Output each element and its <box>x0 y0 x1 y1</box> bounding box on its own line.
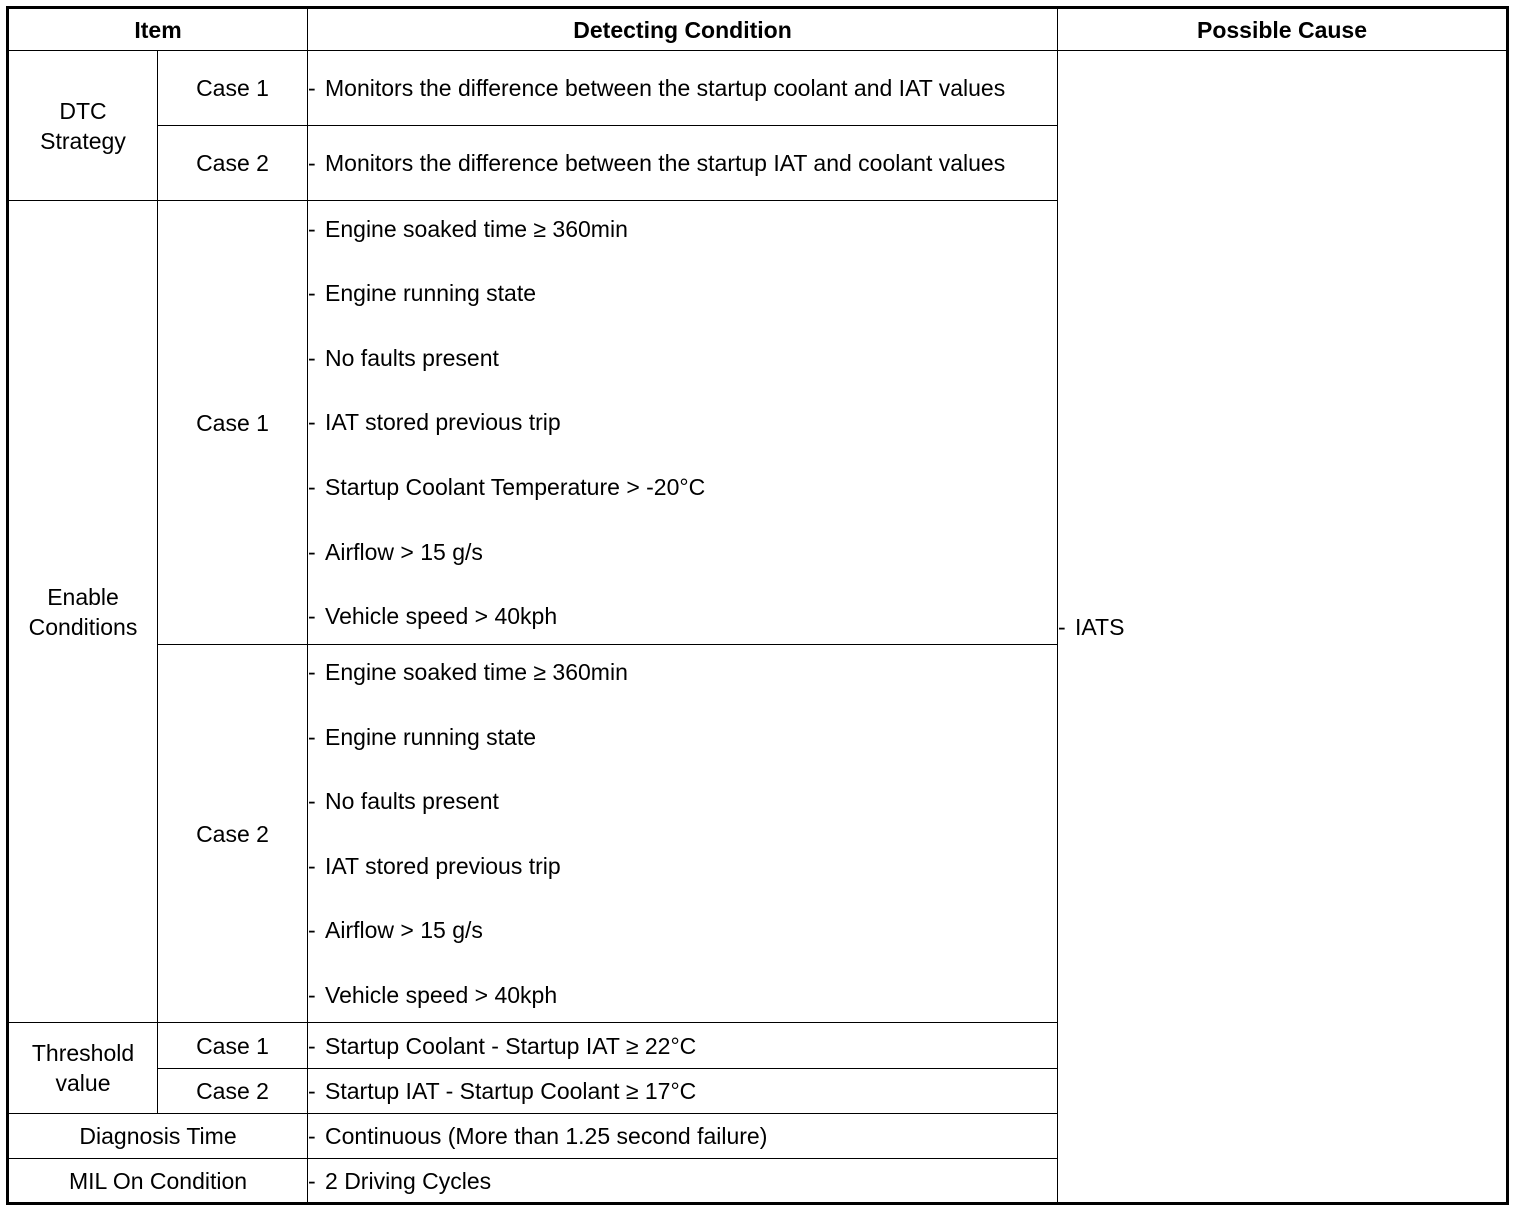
list-item <box>308 851 1057 881</box>
threshold-case2-label: Case 2 <box>158 1069 308 1114</box>
condition-text: Engine running state <box>325 280 537 307</box>
enable-case1-label: Case 1 <box>158 201 308 645</box>
possible-cause-value: IATS <box>1075 613 1125 640</box>
condition-text: Monitors the difference between the startup coolant and IAT values <box>325 75 1006 101</box>
condition-text: No faults present <box>325 788 499 815</box>
enable-case2-list <box>308 657 1057 1010</box>
bullet-dash: - <box>308 409 316 436</box>
threshold-label-line2: value <box>55 1070 111 1096</box>
bullet-dash: - <box>308 538 316 565</box>
dtc-strategy-label <box>8 51 158 201</box>
diagnosis-time-label: Diagnosis Time <box>8 1114 308 1159</box>
condition-text: IAT stored previous trip <box>325 409 561 436</box>
bullet-dash: - <box>308 1078 316 1104</box>
bullet-dash: - <box>308 723 316 750</box>
list-item <box>308 343 1057 373</box>
condition-text: IAT stored previous trip <box>325 852 561 879</box>
bullet-dash: - <box>308 1167 316 1194</box>
condition-text: Vehicle speed > 40kph <box>325 981 558 1008</box>
condition-text: Vehicle speed > 40kph <box>325 603 558 630</box>
list-item <box>308 472 1057 502</box>
condition-text: No faults present <box>325 344 499 371</box>
threshold-case1-condition <box>308 1023 1058 1069</box>
bullet-dash: - <box>308 917 316 944</box>
bullet-dash: - <box>308 1123 316 1149</box>
threshold-case1-label: Case 1 <box>158 1023 308 1069</box>
bullet-dash: - <box>308 75 316 101</box>
condition-text: Engine soaked time ≥ 360min <box>325 215 628 242</box>
enable-conditions-label-line2: Conditions <box>28 613 138 640</box>
dtc-strategy-label-line2: Strategy <box>40 127 126 154</box>
enable-case1-list <box>308 214 1057 632</box>
bullet-dash: - <box>308 344 316 371</box>
table-row <box>8 51 1508 126</box>
header-possible-cause: Possible Cause <box>1058 8 1508 51</box>
dtc-strategy-case1-condition <box>308 51 1058 126</box>
threshold-label <box>8 1023 158 1114</box>
list-item <box>308 722 1057 752</box>
bullet-dash: - <box>308 603 316 630</box>
bullet-dash: - <box>308 852 316 879</box>
list-item <box>308 537 1057 567</box>
enable-conditions-label-line1: Enable <box>47 583 119 610</box>
enable-case2-conditions <box>308 645 1058 1023</box>
condition-text: Startup IAT - Startup Coolant ≥ 17°C <box>325 1078 697 1104</box>
list-item <box>308 657 1057 687</box>
list-item <box>308 980 1057 1010</box>
dtc-strategy-case2-condition <box>308 126 1058 201</box>
dtc-strategy-case2-label: Case 2 <box>158 126 308 201</box>
bullet-dash: - <box>308 788 316 815</box>
list-item <box>308 786 1057 816</box>
header-detecting-condition: Detecting Condition <box>308 8 1058 51</box>
enable-case2-label: Case 2 <box>158 645 308 1023</box>
threshold-label-line1: Threshold <box>31 1040 135 1066</box>
header-row <box>8 8 1508 51</box>
condition-text: Airflow > 15 g/s <box>325 917 483 944</box>
diagnosis-time-condition <box>308 1114 1058 1159</box>
bullet-dash: - <box>308 1032 316 1059</box>
possible-cause-cell <box>1058 51 1508 1204</box>
enable-case1-conditions <box>308 201 1058 645</box>
condition-text: Startup Coolant - Startup IAT ≥ 22°C <box>325 1032 697 1059</box>
condition-text: 2 Driving Cycles <box>325 1167 492 1194</box>
dtc-strategy-label-line1: DTC <box>59 97 107 124</box>
bullet-dash: - <box>308 280 316 307</box>
header-item: Item <box>8 8 308 51</box>
diagnostic-spec-table <box>6 6 1509 1205</box>
list-item <box>308 601 1057 631</box>
condition-text: Airflow > 15 g/s <box>325 538 483 565</box>
dtc-strategy-case1-label: Case 1 <box>158 51 308 126</box>
bullet-dash: - <box>308 215 316 242</box>
bullet-dash: - <box>308 659 316 685</box>
mil-on-condition-label: MIL On Condition <box>8 1159 308 1204</box>
condition-text: Engine running state <box>325 723 537 750</box>
bullet-dash: - <box>1058 613 1066 640</box>
enable-conditions-label <box>8 201 158 1023</box>
list-item <box>308 407 1057 437</box>
condition-text: Startup Coolant Temperature > -20°C <box>325 474 706 501</box>
list-item <box>308 915 1057 945</box>
mil-on-condition-value <box>308 1159 1058 1204</box>
bullet-dash: - <box>308 981 316 1008</box>
bullet-dash: - <box>308 474 316 501</box>
list-item <box>308 214 1057 244</box>
condition-text: Monitors the difference between the startup IAT and coolant values <box>325 150 1006 176</box>
threshold-case2-condition <box>308 1069 1058 1114</box>
condition-text: Continuous (More than 1.25 second failure) <box>325 1123 768 1149</box>
bullet-dash: - <box>308 150 316 176</box>
list-item <box>308 278 1057 308</box>
condition-text: Engine soaked time ≥ 360min <box>325 659 628 685</box>
